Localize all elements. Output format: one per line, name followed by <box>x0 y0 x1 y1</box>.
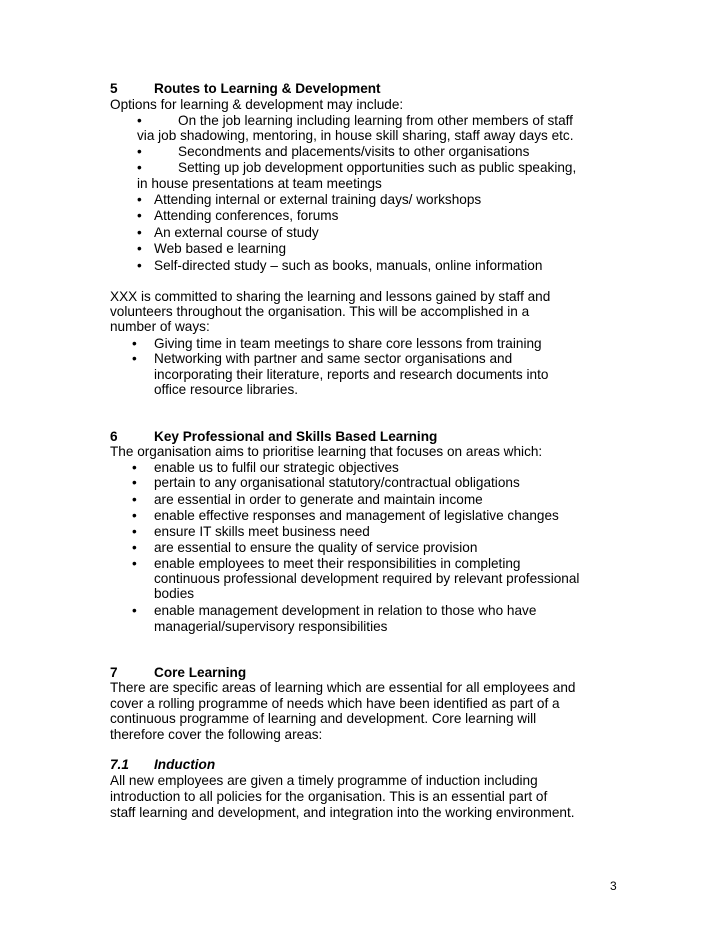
list-item: enable effective responses and management of legislative changes <box>154 508 559 523</box>
list-item: pertain to any organisational statutory/contractual obligations <box>154 475 520 490</box>
list-item: office resource libraries. <box>154 382 299 397</box>
section-7-1-heading: Induction <box>154 757 216 772</box>
list-item: Web based e learning <box>154 241 287 256</box>
section-7-heading: Core Learning <box>154 665 247 680</box>
bullet: • <box>132 475 137 490</box>
list-item: Setting up job development opportunities such as public speaking, <box>178 160 577 175</box>
paragraph-line: therefore cover the following areas: <box>110 727 323 742</box>
list-item: managerial/supervisory responsibilities <box>154 619 388 634</box>
bullet: • <box>137 192 142 207</box>
list-item: An external course of study <box>154 225 319 240</box>
page-number: 3 <box>610 879 617 893</box>
paragraph-line: number of ways: <box>110 319 210 334</box>
bullet: • <box>137 258 142 273</box>
paragraph-line: continuous programme of learning and development. Core learning will <box>110 711 537 726</box>
list-item: in house presentations at team meetings <box>137 176 382 191</box>
list-item: ensure IT skills meet business need <box>154 524 370 539</box>
list-item: Secondments and placements/visits to other organisations <box>178 144 530 159</box>
list-item: are essential to ensure the quality of service provision <box>154 540 478 555</box>
list-item: via job shadowing, mentoring, in house skill sharing, staff away days etc. <box>137 128 574 143</box>
paragraph-line: XXX is committed to sharing the learning and lessons gained by staff and <box>110 289 551 304</box>
paragraph-line: volunteers throughout the organisation. This will be accomplished in a <box>110 304 530 319</box>
list-item: continuous professional development required by relevant professional <box>154 571 580 586</box>
bullet: • <box>137 113 142 128</box>
paragraph-line: All new employees are given a timely programme of induction including <box>110 773 538 788</box>
paragraph-line: staff learning and development, and integration into the working environment. <box>110 805 575 820</box>
bullet: • <box>137 241 142 256</box>
section-6-number: 6 <box>110 429 118 444</box>
list-item: On the job learning including learning from other members of staff <box>178 113 573 128</box>
bullet: • <box>132 492 137 507</box>
paragraph-line: There are specific areas of learning which are essential for all employees and <box>110 680 576 695</box>
bullet: • <box>137 160 142 175</box>
list-item: Giving time in team meetings to share core lessons from training <box>154 336 542 351</box>
list-item: are essential in order to generate and maintain income <box>154 492 483 507</box>
bullet: • <box>137 208 142 223</box>
bullet: • <box>132 540 137 555</box>
bullet: • <box>132 556 137 571</box>
list-item: enable management development in relation to those who have <box>154 603 537 618</box>
paragraph-line: cover a rolling programme of needs which have been identified as part of a <box>110 696 560 711</box>
list-item: Attending conferences, forums <box>154 208 339 223</box>
section-6-heading: Key Professional and Skills Based Learning <box>154 429 438 444</box>
section-6-intro: The organisation aims to prioritise learning that focuses on areas which: <box>110 444 543 459</box>
list-item: Attending internal or external training days/ workshops <box>154 192 482 207</box>
list-item: incorporating their literature, reports and research documents into <box>154 367 549 382</box>
bullet: • <box>132 460 137 475</box>
list-item: enable us to fulfil our strategic objectives <box>154 460 399 475</box>
bullet: • <box>132 508 137 523</box>
section-5-number: 5 <box>110 81 118 96</box>
list-item: Self-directed study – such as books, manuals, online information <box>154 258 543 273</box>
bullet: • <box>132 603 137 618</box>
section-5-intro: Options for learning & development may include: <box>110 97 404 112</box>
bullet: • <box>132 524 137 539</box>
bullet: • <box>137 144 142 159</box>
bullet: • <box>132 351 137 366</box>
section-5-heading: Routes to Learning & Development <box>154 81 381 96</box>
section-7-1-number: 7.1 <box>110 757 129 772</box>
list-item: enable employees to meet their responsibilities in completing <box>154 556 521 571</box>
list-item: bodies <box>154 586 195 601</box>
bullet: • <box>132 336 137 351</box>
section-7-number: 7 <box>110 665 118 680</box>
list-item: Networking with partner and same sector organisations and <box>154 351 513 366</box>
bullet: • <box>137 225 142 240</box>
paragraph-line: introduction to all policies for the organisation. This is an essential part of <box>110 789 548 804</box>
